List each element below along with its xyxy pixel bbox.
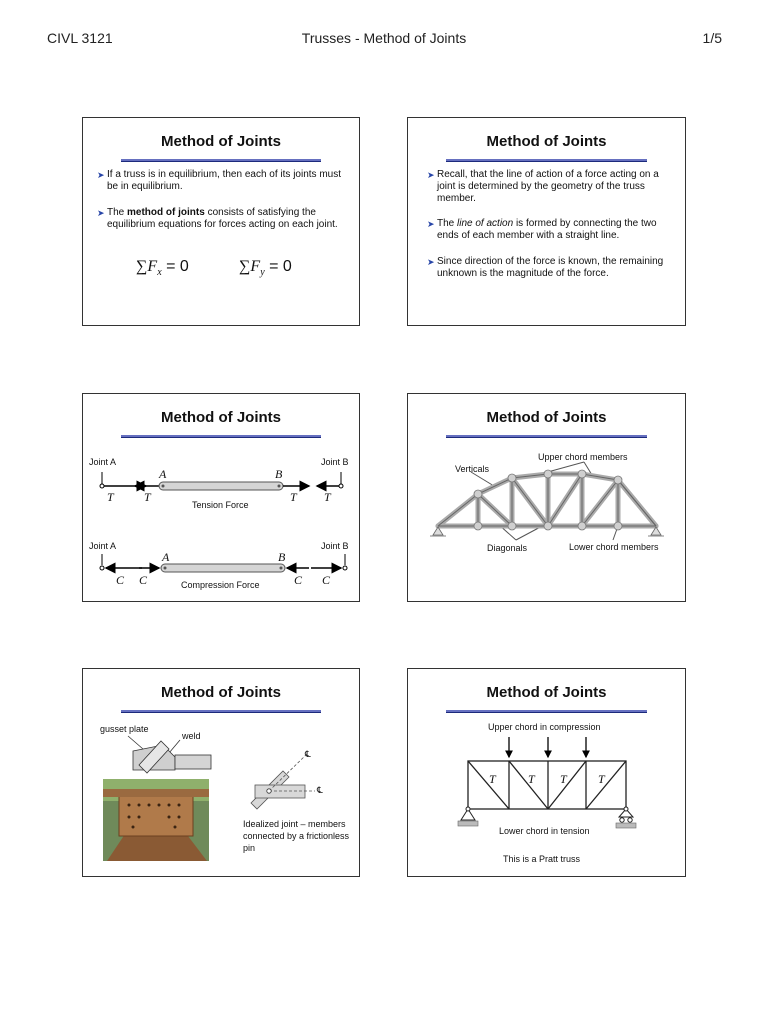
tension-t: T xyxy=(489,772,496,786)
slide-4 xyxy=(407,393,686,602)
bullet xyxy=(97,207,343,231)
weld-label: weld xyxy=(182,731,201,741)
document-title: Trusses - Method of Joints xyxy=(301,30,467,46)
member-b-label: B xyxy=(275,467,283,481)
bullet-text-post: consists of satisfying the equilibrium equations for forces acting on each joint. xyxy=(107,207,338,230)
force-t: T xyxy=(107,490,114,504)
pratt-caption: This is a Pratt truss xyxy=(503,854,581,864)
joint-b-label: Joint B xyxy=(321,541,349,551)
pratt-truss-diagram xyxy=(408,669,687,878)
bullet xyxy=(427,169,677,205)
equation-fx: $\sum F_x = 0$ xyxy=(136,258,189,279)
bullet-arrow-icon: ➤ xyxy=(427,257,435,267)
bullet-arrow-icon: ➤ xyxy=(427,219,435,229)
bullet-arrow-icon: ➤ xyxy=(97,170,105,180)
slide-title: Method of Joints xyxy=(161,684,281,701)
force-t: T xyxy=(290,490,297,504)
bullet-text: If a truss is in equilibrium, then each of its joints must be in equilibrium. xyxy=(107,169,341,192)
joint-a-label: Joint A xyxy=(89,457,117,467)
slide-2 xyxy=(407,117,686,326)
member-a-label: A xyxy=(162,550,170,564)
joint-a-label: Joint A xyxy=(89,541,117,551)
tension-t: T xyxy=(598,772,605,786)
force-t: T xyxy=(324,490,331,504)
upper-chord-label: Upper chord members xyxy=(538,452,628,462)
member-a-label: A xyxy=(159,467,167,481)
bullet-text-pre: The xyxy=(107,207,128,218)
truss-diagram xyxy=(408,394,687,603)
tension-t: T xyxy=(560,772,567,786)
bullet xyxy=(427,256,677,280)
bullet-text-italic: line of action xyxy=(457,218,514,229)
tension-caption: Tension Force xyxy=(192,500,249,510)
force-c: C xyxy=(322,573,331,587)
bullet-text-post: is formed by connecting the two ends of each member with a straight line. xyxy=(437,218,657,241)
bullet-text-bold: method of joints xyxy=(127,207,205,218)
slide-title: Method of Joints xyxy=(161,409,281,426)
lower-chord-label: Lower chord members xyxy=(569,542,659,552)
centerline-symbol: ℄ xyxy=(305,749,311,759)
force-c: C xyxy=(294,573,303,587)
bullet-text-pre: The xyxy=(437,218,458,229)
slide-3 xyxy=(82,393,360,602)
gusset-plate-label: gusset plate xyxy=(100,724,149,734)
bullet-text: Since direction of the force is known, the remaining unknown is the magnitude of the force. xyxy=(437,256,664,279)
idealized-joint-caption: Idealized joint – members connected by a frictionless pin xyxy=(243,819,350,853)
tension-t: T xyxy=(528,772,535,786)
slide-6 xyxy=(407,668,686,877)
force-t: T xyxy=(144,490,151,504)
bullet xyxy=(97,169,343,193)
slide-title: Method of Joints xyxy=(486,409,607,426)
compression-caption: Compression Force xyxy=(181,580,260,590)
bullet-arrow-icon: ➤ xyxy=(97,208,105,218)
upper-chord-label: Upper chord in compression xyxy=(488,722,601,732)
bullet-text: Recall, that the line of action of a force acting on a joint is determined by the geometry of the truss member. xyxy=(437,169,659,204)
equation-fy: $\sum F_y = 0$ xyxy=(239,258,292,279)
tension-diagram xyxy=(83,394,361,603)
title-rule xyxy=(446,159,647,162)
force-c: C xyxy=(139,573,148,587)
verticals-label: Verticals xyxy=(455,464,490,474)
page-number: 1/5 xyxy=(702,30,722,46)
lower-chord-label: Lower chord in tension xyxy=(499,826,590,836)
force-c: C xyxy=(116,573,125,587)
bullet-arrow-icon: ➤ xyxy=(427,170,435,180)
course-code: CIVL 3121 xyxy=(47,30,113,46)
slide-1 xyxy=(82,117,360,326)
slide-title: Method of Joints xyxy=(486,133,607,150)
slide-5 xyxy=(82,668,360,877)
title-rule xyxy=(121,159,321,162)
slide-title: Method of Joints xyxy=(161,133,281,150)
member-b-label: B xyxy=(278,550,286,564)
bullet xyxy=(427,218,677,242)
diagonals-label: Diagonals xyxy=(487,543,528,553)
slide-title: Method of Joints xyxy=(486,684,607,701)
joint-b-label: Joint B xyxy=(321,457,349,467)
centerline-symbol: ℄ xyxy=(317,785,323,795)
